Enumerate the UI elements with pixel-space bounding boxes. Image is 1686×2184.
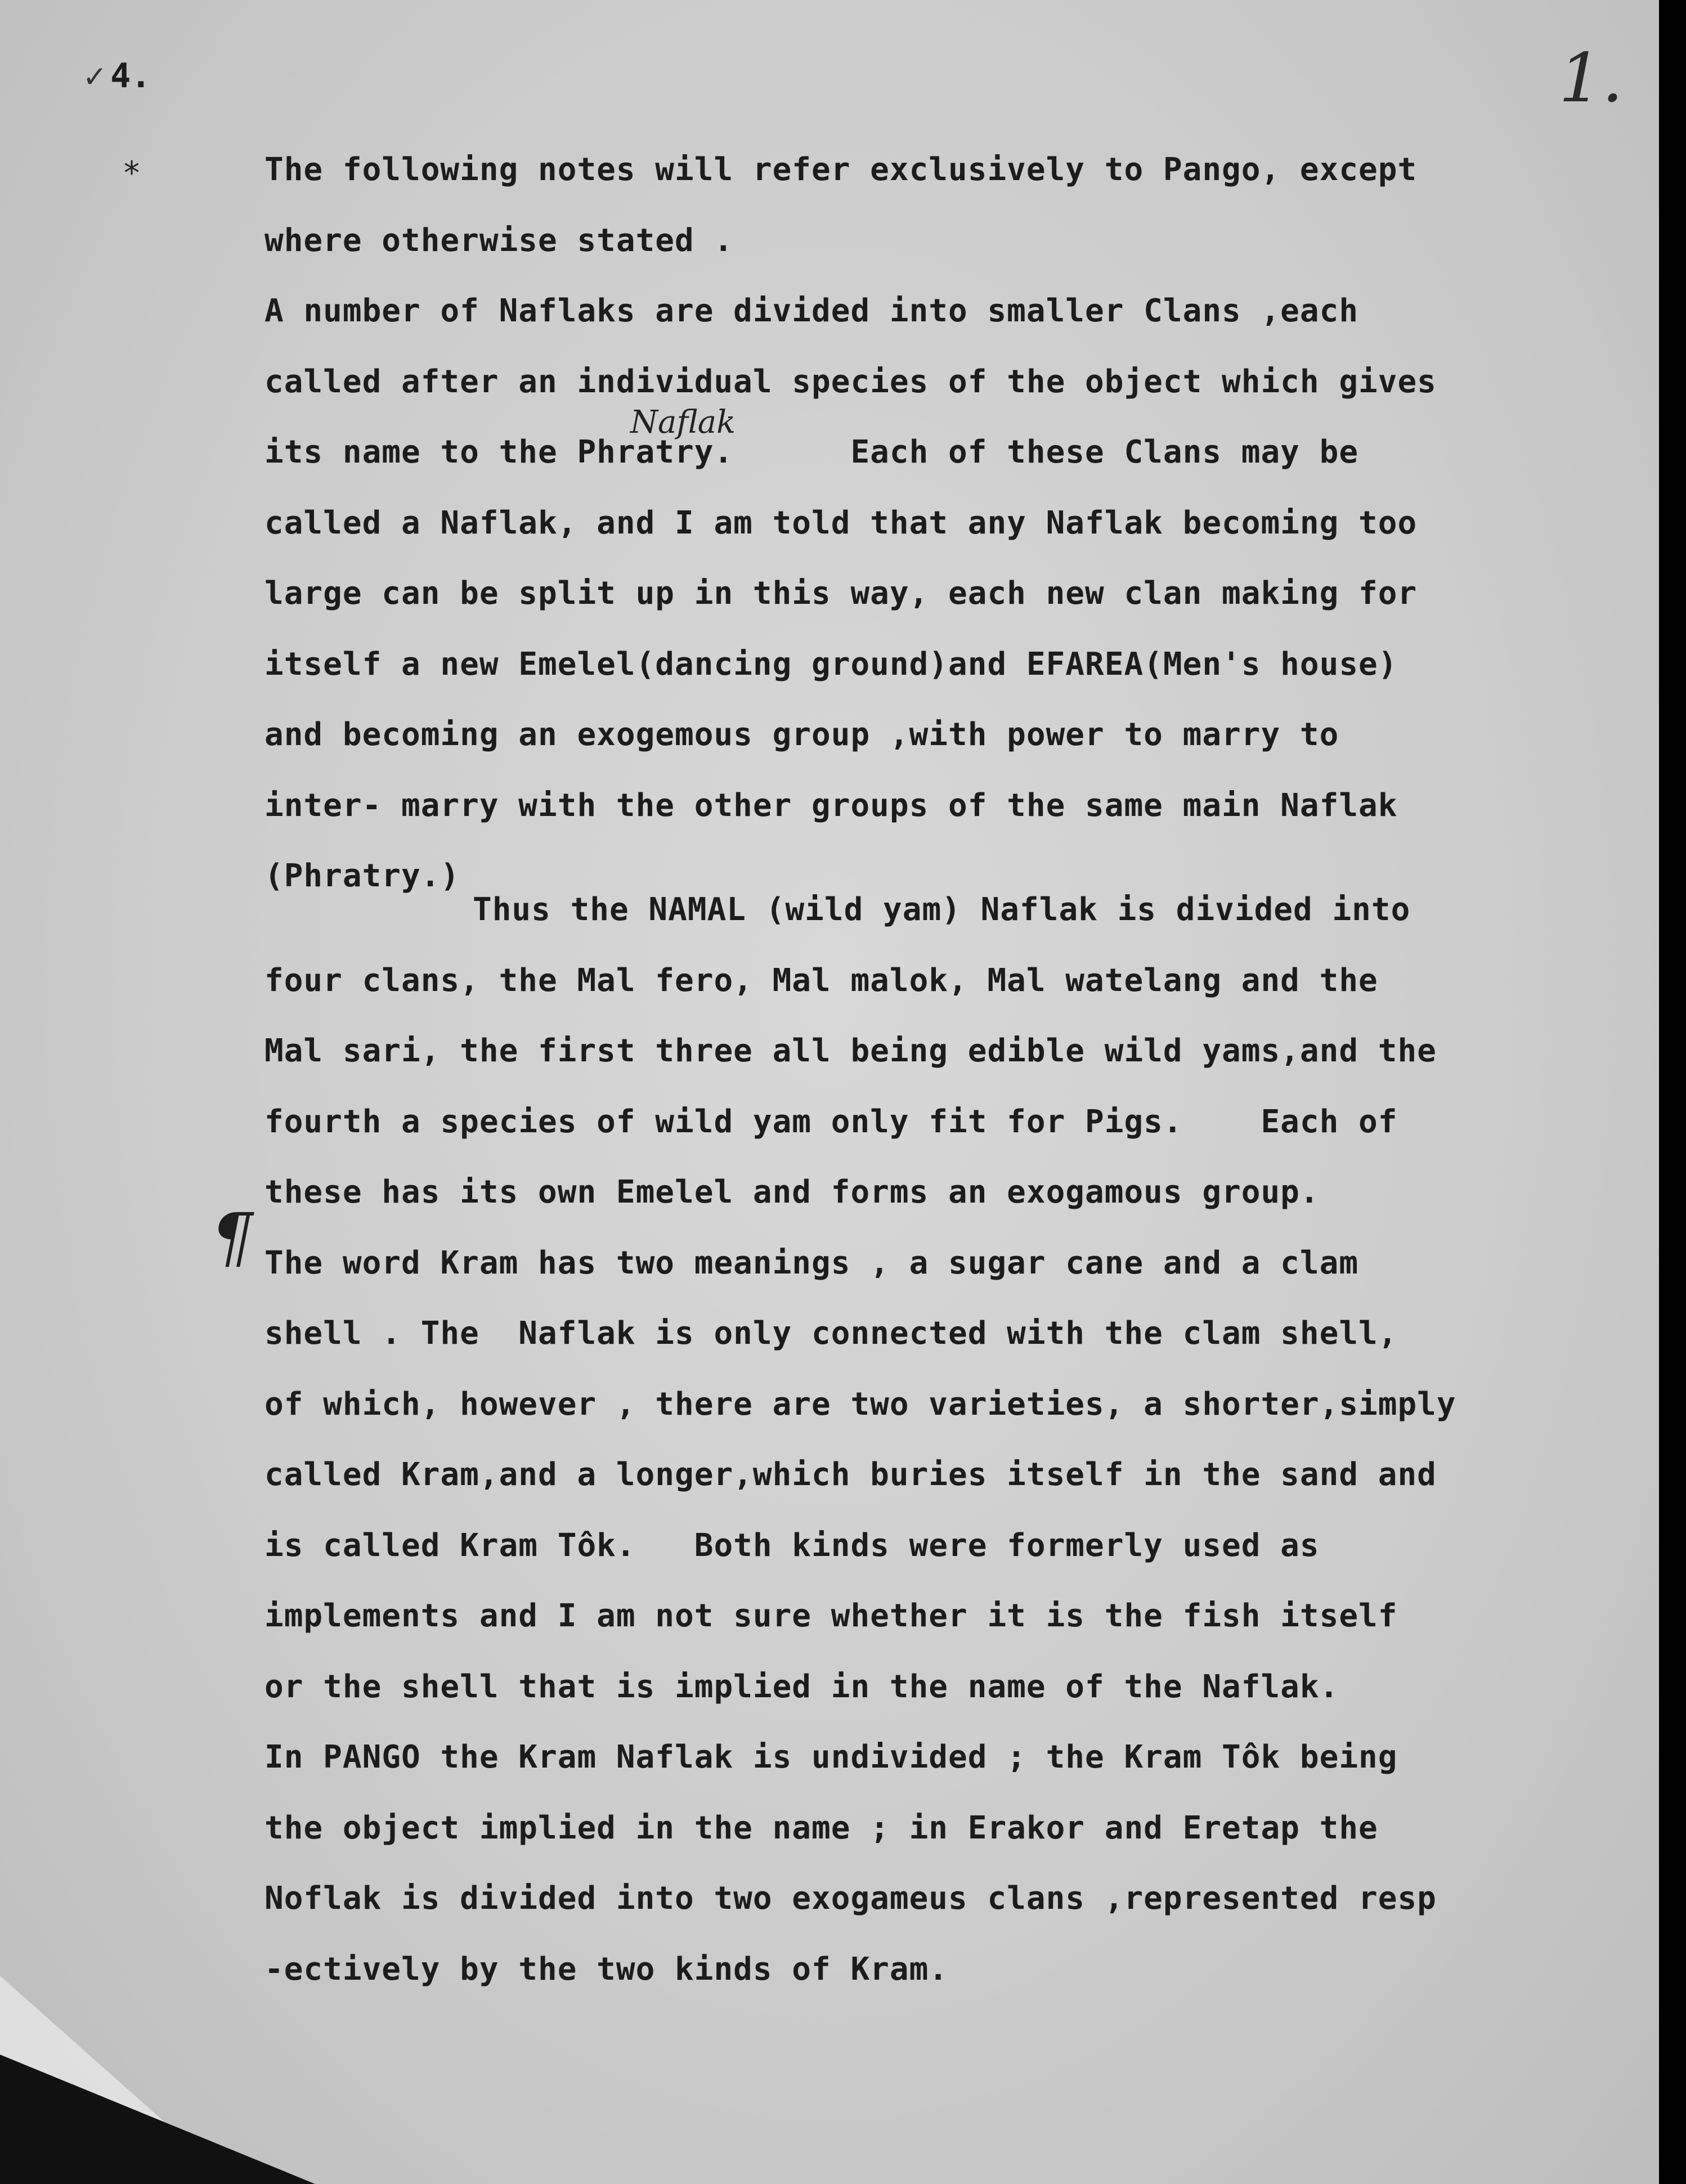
text-line: In PANGO the Kram Naflak is undivided ; the Kram Tôk being (264, 1739, 1398, 1775)
text-line: Noflak is divided into two exogameus clans ,represented resp (264, 1880, 1437, 1917)
margin-tick-icon: ⁎ (124, 145, 140, 182)
text-line: Mal sari, the first three all being edible wild yams,and the (264, 1033, 1437, 1069)
text-line: called after an individual species of the object which gives (264, 363, 1437, 400)
page-number (84, 56, 151, 96)
scan-shadow (0, 2055, 315, 2184)
text-line: -ectively by the two kinds of Kram. (264, 1950, 949, 1988)
text-line: these has its own Emelel and forms an exogamous group. (264, 1174, 1320, 1210)
corner-page-mark: 1. (1559, 39, 1624, 118)
text-line: A number of Naflaks are divided into smaller Clans ,each (264, 293, 1359, 329)
text-line: is called Kram Tôk. Both kinds were formerly used as (264, 1527, 1320, 1564)
text-line: implements and I am not sure whether it is the fish itself (264, 1598, 1398, 1634)
text-line: shell . The Naflak is only connected with the clam shell, (264, 1315, 1398, 1352)
text-line: itself a new Emelel(dancing ground)and EFAREA(Men's house) (264, 645, 1398, 683)
typed-text-body (264, 152, 1570, 2022)
paragraph-mark: ¶ (211, 1199, 254, 1276)
tick-mark-icon: ✓ (84, 56, 105, 96)
text-line: or the shell that is implied in the name of the Naflak. (264, 1668, 1339, 1705)
page-number-text: 4. (110, 56, 151, 96)
text-line: called a Naflak, and I am told that any Naflak becoming too (264, 504, 1418, 541)
text-line: where otherwise stated . (264, 222, 734, 259)
text-line: called Kram,and a longer,which buries itself in the sand and (264, 1456, 1437, 1493)
text-line: the object implied in the name ; in Erakor and Eretap the (264, 1809, 1378, 1846)
text-line: four clans, the Mal fero, Mal malok, Mal watelang and the (264, 962, 1378, 999)
handwritten-annotation: Naflak (630, 404, 736, 441)
text-line: The word Kram has two meanings , a sugar cane and a clam (264, 1244, 1359, 1281)
text-line: fourth a species of wild yam only fit for Pigs. Each of (264, 1103, 1398, 1140)
text-line: (Phratry.) (264, 858, 460, 894)
text-line: large can be split up in this way, each new clan making for (264, 575, 1418, 612)
text-line: Thus the NAMAL (wild yam) Naflak is divided into (473, 891, 1411, 928)
text-line: of which, however , there are two varieties, a shorter,simply (264, 1385, 1456, 1423)
text-line: and becoming an exogemous group ,with power to marry to (264, 716, 1339, 753)
text-line: The following notes will refer exclusively to Pango, except (264, 151, 1418, 188)
text-line: its name to the Phratry. Each of these Clans may be (264, 434, 1359, 470)
text-line: inter- marry with the other groups of the same main Naflak (264, 787, 1398, 824)
